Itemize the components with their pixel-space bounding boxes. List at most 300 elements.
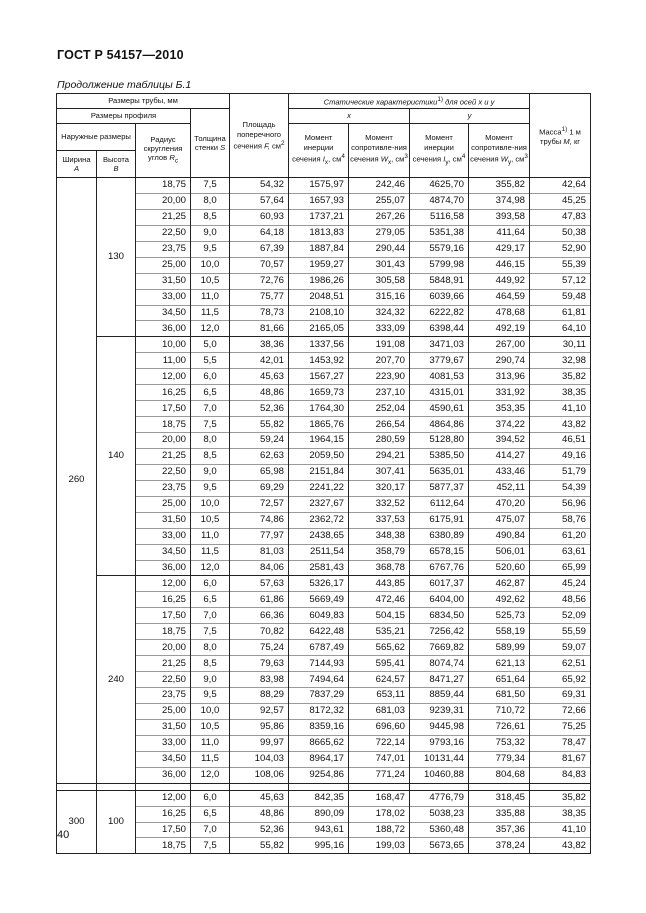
area-cell: 75,77 <box>230 289 289 305</box>
resist-y-cell: 651,64 <box>469 672 530 688</box>
radius-cell: 23,75 <box>136 688 191 704</box>
inertia-x-cell: 6787,49 <box>289 640 349 656</box>
mass-cell: 41,10 <box>530 822 591 838</box>
inertia-x-cell: 5326,17 <box>289 576 349 592</box>
inertia-y-cell: 5116,58 <box>410 209 469 225</box>
inertia-x-cell: 1865,76 <box>289 417 349 433</box>
radius-cell: 16,25 <box>136 385 191 401</box>
mass-cell: 63,61 <box>530 544 591 560</box>
table-row <box>57 448 591 464</box>
radius-cell: 23,75 <box>136 241 191 257</box>
resist-y-cell: 411,64 <box>469 225 530 241</box>
thickness-cell: 8,0 <box>191 433 230 449</box>
resist-x-cell: 307,41 <box>349 464 410 480</box>
inertia-y-cell: 5128,80 <box>410 433 469 449</box>
resist-x-cell: 266,54 <box>349 417 410 433</box>
separator-cell <box>57 783 97 790</box>
inertia-y-cell: 9239,31 <box>410 703 469 719</box>
resist-x-cell: 565,62 <box>349 640 410 656</box>
thickness-cell: 10,0 <box>191 496 230 512</box>
resist-y-cell: 414,27 <box>469 448 530 464</box>
resist-y-cell: 374,22 <box>469 417 530 433</box>
header-inertia-y: Момент инерции сечения $I_y$, $см^4$ <box>410 124 469 178</box>
header-area: Площадь поперечного сечения F, $см^2$ <box>230 94 289 178</box>
mass-cell: 61,81 <box>530 305 591 321</box>
resist-x-cell: 348,38 <box>349 528 410 544</box>
separator-cell <box>530 783 591 790</box>
inertia-y-cell: 6398,44 <box>410 321 469 337</box>
mass-cell: 49,16 <box>530 448 591 464</box>
resist-x-cell: 290,44 <box>349 241 410 257</box>
mass-cell: 65,99 <box>530 560 591 576</box>
radius-cell: 21,25 <box>136 448 191 464</box>
mass-cell: 38,35 <box>530 385 591 401</box>
area-cell: 72,57 <box>230 496 289 512</box>
resist-x-cell: 207,70 <box>349 353 410 369</box>
resist-x-cell: 267,26 <box>349 209 410 225</box>
radius-cell: 31,50 <box>136 719 191 735</box>
inertia-y-cell: 6017,37 <box>410 576 469 592</box>
table-row <box>57 417 591 433</box>
area-cell: 75,24 <box>230 640 289 656</box>
table-body <box>57 178 591 854</box>
resist-y-cell: 462,87 <box>469 576 530 592</box>
mass-cell: 52,90 <box>530 241 591 257</box>
resist-y-cell: 520,60 <box>469 560 530 576</box>
resist-x-cell: 188,72 <box>349 822 410 838</box>
table-row <box>57 209 591 225</box>
inertia-x-cell: 7837,29 <box>289 688 349 704</box>
radius-cell: 34,50 <box>136 751 191 767</box>
thickness-cell: 7,5 <box>191 624 230 640</box>
area-cell: 55,82 <box>230 838 289 854</box>
inertia-x-cell: 2581,43 <box>289 560 349 576</box>
resist-y-cell: 393,58 <box>469 209 530 225</box>
inertia-y-cell: 4864,86 <box>410 417 469 433</box>
area-cell: 48,86 <box>230 806 289 822</box>
table-caption: Продолжение таблицы Б.1 <box>57 79 192 91</box>
inertia-x-cell: 7144,93 <box>289 656 349 672</box>
mass-cell: 41,10 <box>530 401 591 417</box>
inertia-y-cell: 6175,91 <box>410 512 469 528</box>
resist-y-cell: 589,99 <box>469 640 530 656</box>
area-cell: 83,98 <box>230 672 289 688</box>
resist-y-cell: 726,61 <box>469 719 530 735</box>
mass-cell: 52,09 <box>530 608 591 624</box>
inertia-y-cell: 5579,16 <box>410 241 469 257</box>
inertia-x-cell: 1453,92 <box>289 353 349 369</box>
inertia-y-cell: 4081,53 <box>410 369 469 385</box>
inertia-x-cell: 1986,26 <box>289 273 349 289</box>
resist-y-cell: 779,34 <box>469 751 530 767</box>
height-cell: 240 <box>97 576 136 783</box>
inertia-y-cell: 7669,82 <box>410 640 469 656</box>
table-row <box>57 838 591 854</box>
resist-x-cell: 358,79 <box>349 544 410 560</box>
radius-cell: 20,00 <box>136 640 191 656</box>
resist-y-cell: 804,68 <box>469 767 530 783</box>
mass-cell: 59,48 <box>530 289 591 305</box>
header-profile-dims: Размеры профиля <box>57 109 191 124</box>
thickness-cell: 11,0 <box>191 289 230 305</box>
resist-y-cell: 374,98 <box>469 193 530 209</box>
header-height: Высота В <box>97 151 136 178</box>
mass-cell: 61,20 <box>530 528 591 544</box>
inertia-x-cell: 1337,56 <box>289 337 349 353</box>
table-row <box>57 592 591 608</box>
resist-y-cell: 313,96 <box>469 369 530 385</box>
radius-cell: 18,75 <box>136 417 191 433</box>
inertia-y-cell: 4315,01 <box>410 385 469 401</box>
inertia-x-cell: 2241,22 <box>289 480 349 496</box>
inertia-y-cell: 5351,38 <box>410 225 469 241</box>
radius-cell: 21,25 <box>136 209 191 225</box>
resist-x-cell: 279,05 <box>349 225 410 241</box>
table-row <box>57 257 591 273</box>
inertia-y-cell: 8859,44 <box>410 688 469 704</box>
inertia-y-cell: 4590,61 <box>410 401 469 417</box>
table-row <box>57 703 591 719</box>
table-row <box>57 656 591 672</box>
radius-cell: 18,75 <box>136 624 191 640</box>
inertia-y-cell: 6222,82 <box>410 305 469 321</box>
thickness-cell: 5,0 <box>191 337 230 353</box>
radius-cell: 10,00 <box>136 337 191 353</box>
area-cell: 59,24 <box>230 433 289 449</box>
inertia-x-cell: 2165,05 <box>289 321 349 337</box>
table-row <box>57 822 591 838</box>
table-row <box>57 719 591 735</box>
mass-cell: 47,83 <box>530 209 591 225</box>
table-row <box>57 353 591 369</box>
area-cell: 38,36 <box>230 337 289 353</box>
document-title: ГОСТ Р 54157—2010 <box>57 48 184 62</box>
inertia-x-cell: 1813,83 <box>289 225 349 241</box>
mass-cell: 35,82 <box>530 790 591 806</box>
table-row <box>57 806 591 822</box>
table-row <box>57 735 591 751</box>
table-row <box>57 640 591 656</box>
table-row <box>57 608 591 624</box>
area-cell: 77,97 <box>230 528 289 544</box>
resist-x-cell: 237,10 <box>349 385 410 401</box>
area-cell: 84,06 <box>230 560 289 576</box>
resist-y-cell: 490,84 <box>469 528 530 544</box>
mass-cell: 35,82 <box>530 369 591 385</box>
resist-y-cell: 267,00 <box>469 337 530 353</box>
resist-x-cell: 535,21 <box>349 624 410 640</box>
radius-cell: 34,50 <box>136 305 191 321</box>
resist-x-cell: 294,21 <box>349 448 410 464</box>
thickness-cell: 12,0 <box>191 560 230 576</box>
thickness-cell: 8,5 <box>191 448 230 464</box>
inertia-x-cell: 943,61 <box>289 822 349 838</box>
table-row <box>57 624 591 640</box>
mass-cell: 62,51 <box>530 656 591 672</box>
resist-x-cell: 178,02 <box>349 806 410 822</box>
inertia-x-cell: 8665,62 <box>289 735 349 751</box>
resist-x-cell: 191,08 <box>349 337 410 353</box>
thickness-cell: 10,5 <box>191 273 230 289</box>
header-resist-y: Момент сопротивле-ния сечения $W_y$, $см^3$ <box>469 124 530 178</box>
inertia-x-cell: 2059,50 <box>289 448 349 464</box>
header-axis-y: y <box>410 109 530 124</box>
inertia-y-cell: 7256,42 <box>410 624 469 640</box>
height-cell: 130 <box>97 178 136 337</box>
radius-cell: 34,50 <box>136 544 191 560</box>
thickness-cell: 6,5 <box>191 806 230 822</box>
header-resist-x: Момент сопротивле-ния сечения $W_x$, $см^3$ <box>349 124 410 178</box>
table-row <box>57 289 591 305</box>
inertia-y-cell: 5360,48 <box>410 822 469 838</box>
inertia-y-cell: 8074,74 <box>410 656 469 672</box>
table-row <box>57 496 591 512</box>
area-cell: 99,97 <box>230 735 289 751</box>
thickness-cell: 10,0 <box>191 257 230 273</box>
thickness-cell: 9,0 <box>191 464 230 480</box>
header-inertia-x: Момент инерции сечения $I_x$, $см^4$ <box>289 124 349 178</box>
table-row <box>57 544 591 560</box>
table-row <box>57 512 591 528</box>
resist-y-cell: 433,46 <box>469 464 530 480</box>
table-row <box>57 464 591 480</box>
inertia-x-cell: 8964,17 <box>289 751 349 767</box>
mass-cell: 51,79 <box>530 464 591 480</box>
resist-y-cell: 452,11 <box>469 480 530 496</box>
mass-cell: 55,59 <box>530 624 591 640</box>
thickness-cell: 11,5 <box>191 751 230 767</box>
mass-cell: 75,25 <box>530 719 591 735</box>
resist-x-cell: 242,46 <box>349 178 410 194</box>
inertia-x-cell: 9254,86 <box>289 767 349 783</box>
area-cell: 70,57 <box>230 257 289 273</box>
thickness-cell: 9,0 <box>191 672 230 688</box>
inertia-x-cell: 5669,49 <box>289 592 349 608</box>
thickness-cell: 7,0 <box>191 608 230 624</box>
inertia-x-cell: 1575,97 <box>289 178 349 194</box>
resist-x-cell: 301,43 <box>349 257 410 273</box>
area-cell: 55,82 <box>230 417 289 433</box>
resist-y-cell: 681,50 <box>469 688 530 704</box>
page-number: 40 <box>57 829 70 841</box>
resist-x-cell: 305,58 <box>349 273 410 289</box>
resist-y-cell: 558,19 <box>469 624 530 640</box>
resist-x-cell: 472,46 <box>349 592 410 608</box>
table-row <box>57 688 591 704</box>
resist-y-cell: 357,36 <box>469 822 530 838</box>
thickness-cell: 5,5 <box>191 353 230 369</box>
thickness-cell: 6,5 <box>191 385 230 401</box>
inertia-y-cell: 6834,50 <box>410 608 469 624</box>
area-cell: 72,76 <box>230 273 289 289</box>
table-row <box>57 241 591 257</box>
resist-y-cell: 429,17 <box>469 241 530 257</box>
inertia-y-cell: 3471,03 <box>410 337 469 353</box>
mass-cell: 65,92 <box>530 672 591 688</box>
resist-y-cell: 470,20 <box>469 496 530 512</box>
height-cell: 100 <box>97 790 136 854</box>
table-row <box>57 433 591 449</box>
inertia-x-cell: 1737,21 <box>289 209 349 225</box>
inertia-y-cell: 6578,15 <box>410 544 469 560</box>
inertia-y-cell: 5385,50 <box>410 448 469 464</box>
radius-cell: 11,00 <box>136 353 191 369</box>
radius-cell: 17,50 <box>136 401 191 417</box>
resist-y-cell: 394,52 <box>469 433 530 449</box>
area-cell: 52,36 <box>230 401 289 417</box>
table-row <box>57 337 591 353</box>
radius-cell: 12,00 <box>136 576 191 592</box>
inertia-x-cell: 7494,64 <box>289 672 349 688</box>
mass-cell: 59,07 <box>530 640 591 656</box>
inertia-x-cell: 2048,51 <box>289 289 349 305</box>
separator-cell <box>410 783 469 790</box>
radius-cell: 20,00 <box>136 193 191 209</box>
resist-x-cell: 168,47 <box>349 790 410 806</box>
radius-cell: 33,00 <box>136 289 191 305</box>
table-row <box>57 528 591 544</box>
mass-cell: 30,11 <box>530 337 591 353</box>
separator-cell <box>191 783 230 790</box>
block-separator <box>57 783 591 790</box>
resist-x-cell: 595,41 <box>349 656 410 672</box>
resist-y-cell: 353,35 <box>469 401 530 417</box>
mass-cell: 43,82 <box>530 417 591 433</box>
radius-cell: 22,50 <box>136 464 191 480</box>
thickness-cell: 11,5 <box>191 544 230 560</box>
inertia-y-cell: 6039,66 <box>410 289 469 305</box>
radius-cell: 25,00 <box>136 257 191 273</box>
thickness-cell: 7,0 <box>191 401 230 417</box>
resist-y-cell: 335,88 <box>469 806 530 822</box>
width-cell: 260 <box>57 178 97 784</box>
area-cell: 52,36 <box>230 822 289 838</box>
thickness-cell: 9,5 <box>191 688 230 704</box>
header-axis-x: x <box>289 109 410 124</box>
thickness-cell: 11,0 <box>191 735 230 751</box>
separator-cell <box>136 783 191 790</box>
thickness-cell: 9,5 <box>191 241 230 257</box>
inertia-y-cell: 5038,23 <box>410 806 469 822</box>
table-row <box>57 672 591 688</box>
thickness-cell: 8,5 <box>191 656 230 672</box>
resist-x-cell: 681,03 <box>349 703 410 719</box>
mass-cell: 48,56 <box>530 592 591 608</box>
resist-x-cell: 368,78 <box>349 560 410 576</box>
resist-x-cell: 280,59 <box>349 433 410 449</box>
inertia-x-cell: 8172,32 <box>289 703 349 719</box>
radius-cell: 22,50 <box>136 672 191 688</box>
radius-cell: 12,00 <box>136 790 191 806</box>
radius-cell: 36,00 <box>136 560 191 576</box>
inertia-x-cell: 2108,10 <box>289 305 349 321</box>
resist-x-cell: 315,16 <box>349 289 410 305</box>
resist-y-cell: 378,24 <box>469 838 530 854</box>
resist-x-cell: 624,57 <box>349 672 410 688</box>
area-cell: 95,86 <box>230 719 289 735</box>
resist-y-cell: 475,07 <box>469 512 530 528</box>
resist-y-cell: 492,62 <box>469 592 530 608</box>
table-row <box>57 480 591 496</box>
radius-cell: 20,00 <box>136 433 191 449</box>
table-row <box>57 193 591 209</box>
radius-cell: 25,00 <box>136 496 191 512</box>
header-thickness: Толщина стенки S <box>191 109 230 178</box>
area-cell: 88,29 <box>230 688 289 704</box>
table-row <box>57 321 591 337</box>
inertia-y-cell: 5673,65 <box>410 838 469 854</box>
inertia-x-cell: 1567,27 <box>289 369 349 385</box>
area-cell: 57,63 <box>230 576 289 592</box>
area-cell: 67,39 <box>230 241 289 257</box>
header-radius: Радиус скругления углов $R_c$ <box>136 124 191 178</box>
pipe-properties-table <box>56 93 591 854</box>
resist-y-cell: 449,92 <box>469 273 530 289</box>
table-row <box>57 273 591 289</box>
mass-cell: 43,82 <box>530 838 591 854</box>
inertia-x-cell: 2151,84 <box>289 464 349 480</box>
separator-cell <box>97 783 136 790</box>
thickness-cell: 10,0 <box>191 703 230 719</box>
resist-y-cell: 446,15 <box>469 257 530 273</box>
table-row <box>57 751 591 767</box>
inertia-y-cell: 6112,64 <box>410 496 469 512</box>
area-cell: 66,36 <box>230 608 289 624</box>
area-cell: 78,73 <box>230 305 289 321</box>
resist-x-cell: 747,01 <box>349 751 410 767</box>
inertia-x-cell: 890,09 <box>289 806 349 822</box>
table-row <box>57 576 591 592</box>
table-row <box>57 790 591 806</box>
table-row <box>57 178 591 194</box>
inertia-y-cell: 3779,67 <box>410 353 469 369</box>
inertia-y-cell: 10460,88 <box>410 767 469 783</box>
inertia-y-cell: 6380,89 <box>410 528 469 544</box>
inertia-x-cell: 2327,67 <box>289 496 349 512</box>
resist-x-cell: 722,14 <box>349 735 410 751</box>
mass-cell: 42,64 <box>530 178 591 194</box>
area-cell: 62,63 <box>230 448 289 464</box>
header-static: Статические характеристики$^{1)}$ для осей x и y <box>289 94 530 109</box>
header-width: Ширина А <box>57 151 97 178</box>
inertia-y-cell: 5635,01 <box>410 464 469 480</box>
resist-x-cell: 653,11 <box>349 688 410 704</box>
resist-y-cell: 331,92 <box>469 385 530 401</box>
separator-cell <box>469 783 530 790</box>
inertia-x-cell: 2362,72 <box>289 512 349 528</box>
thickness-cell: 6,0 <box>191 576 230 592</box>
radius-cell: 16,25 <box>136 592 191 608</box>
thickness-cell: 7,5 <box>191 178 230 194</box>
radius-cell: 33,00 <box>136 735 191 751</box>
mass-cell: 55,39 <box>530 257 591 273</box>
inertia-y-cell: 4625,70 <box>410 178 469 194</box>
resist-x-cell: 696,60 <box>349 719 410 735</box>
mass-cell: 81,67 <box>530 751 591 767</box>
resist-y-cell: 318,45 <box>469 790 530 806</box>
radius-cell: 17,50 <box>136 608 191 624</box>
area-cell: 104,03 <box>230 751 289 767</box>
mass-cell: 32,98 <box>530 353 591 369</box>
thickness-cell: 6,0 <box>191 790 230 806</box>
area-cell: 92,57 <box>230 703 289 719</box>
table-row <box>57 560 591 576</box>
mass-cell: 45,25 <box>530 193 591 209</box>
separator-cell <box>230 783 289 790</box>
table-row <box>57 225 591 241</box>
mass-cell: 58,76 <box>530 512 591 528</box>
thickness-cell: 7,5 <box>191 838 230 854</box>
